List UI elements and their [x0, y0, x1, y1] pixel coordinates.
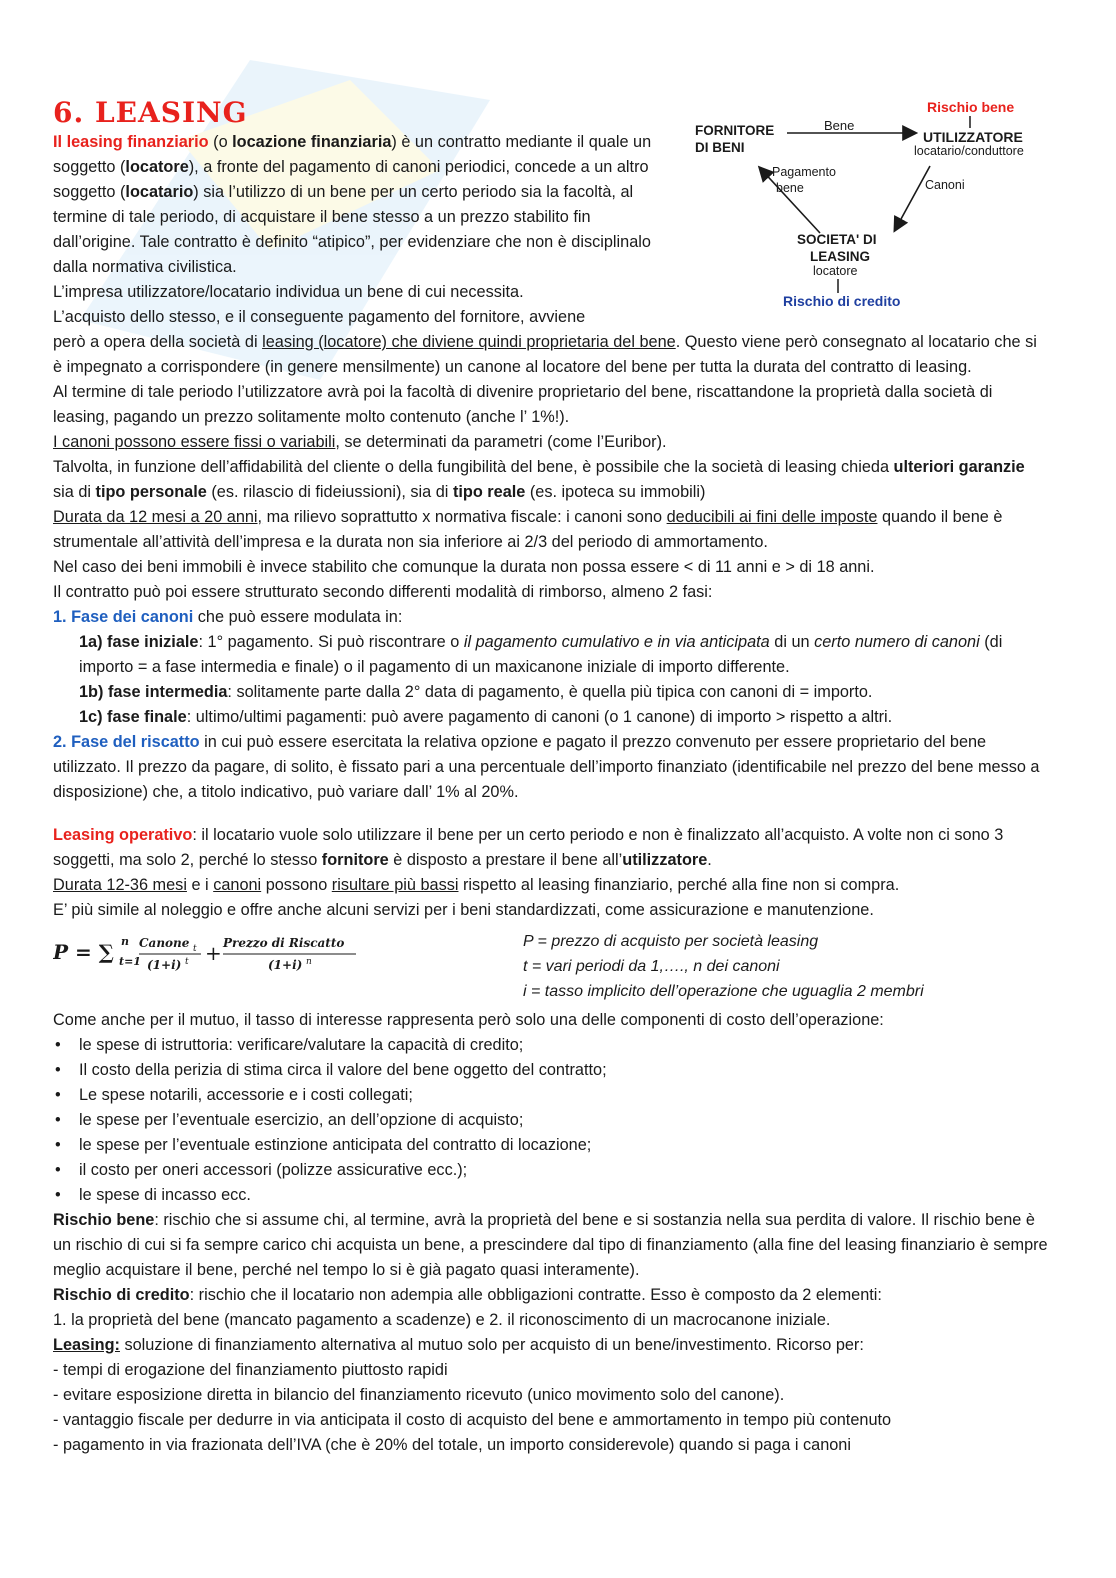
- phase-1-heading: 1. Fase dei canoni che può essere modulata in:: [53, 608, 403, 626]
- company-sub-label: locatore: [813, 264, 858, 278]
- formula-def-p: P = prezzo di acquisto per società leasing: [523, 933, 819, 950]
- formula-block: [53, 929, 1048, 1004]
- intro-paragraph-3: L’acquisto dello stesso, e il conseguente pagamento del fornitore, avviene: [53, 308, 586, 326]
- reason-item: - evitare esposizione diretta in bilancio del finanziamento ricevuto (unico movimento solo del canone).: [53, 1386, 785, 1404]
- svg-text:n: n: [121, 935, 129, 948]
- page-title: 6. LEASING: [53, 96, 248, 129]
- risk-credit-label: Rischio di credito: [783, 293, 901, 309]
- svg-text:+: +: [205, 941, 222, 965]
- arrow-goods-label: Bene: [824, 118, 855, 133]
- arrow-fees-label: Canoni: [925, 178, 965, 192]
- list-item: • Le spese notarili, accessorie e i costi collegati;: [79, 1083, 1048, 1108]
- body-paragraph-7: Talvolta, in funzione dell’affidabilità del cliente o della fungibilità del bene, è possibile che la società di leasing chieda ulteriori garanzie sia di tipo personale (es. rilascio di fideiussioni), sia di tipo reale (es. ipoteca su immobili): [53, 458, 1025, 501]
- svg-text:(1+i): (1+i): [268, 958, 303, 972]
- operating-services-paragraph: E’ più simile al noleggio e offre anche alcuni servizi per i beni standardizzati, come assicurazione e manutenzione.: [53, 901, 874, 919]
- company-label-2: LEASING: [810, 249, 871, 264]
- formula-definitions: [523, 929, 924, 1004]
- phase-1a: 1a) fase iniziale: 1° pagamento. Si può riscontrare o il pagamento cumulativo e in via anticipata di un certo numero di canoni (di importo = a fase intermedia e finale) o il pagamento di un maxicanone iniziale di importo differente.: [79, 633, 1003, 676]
- supplier-label: FORNITORE: [695, 123, 775, 138]
- body-paragraph-5: Al termine di tale periodo l’utilizzatore avrà poi la facoltà di divenire proprietario del bene, riscattandone la proprietà dalla società di leasing, pagando un prezzo solitamente molto contenuto (anche l’ 1%!).: [53, 383, 993, 426]
- list-item: • il costo per oneri accessori (polizze assicurative ecc.);: [79, 1158, 1048, 1183]
- arrow-payment-label: Pagamento: [772, 165, 836, 179]
- reason-item: - pagamento in via frazionata dell’IVA (che è 20% del totale, un importo considerevole) quando si paga i canoni: [53, 1436, 851, 1454]
- risk-credit-paragraph: Rischio di credito: rischio che il locatario non adempia alle obbligazioni contratte. Esso è composto da 2 elementi:: [53, 1286, 882, 1304]
- costs-list: [53, 1033, 1048, 1208]
- list-item: • le spese di incasso ecc.: [79, 1183, 1048, 1208]
- user-label: UTILIZZATORE: [923, 129, 1023, 145]
- risk-goods-label: Rischio bene: [927, 99, 1015, 115]
- phase-1c: 1c) fase finale: ultimo/ultimi pagamenti: può avere pagamento di canoni (o 1 canone) di importo > rispetto a altri.: [79, 708, 893, 726]
- operating-leasing-paragraph: Leasing operativo: il locatario vuole solo utilizzare il bene per un certo periodo e non è finalizzato all’acquisto. A volte non ci sono 3 soggetti, ma solo 2, perché lo stesso fornitore è disposto a prestare il bene all’utilizzatore.: [53, 826, 1004, 869]
- body-paragraph-8: Durata da 12 mesi a 20 anni, ma rilievo soprattutto x normativa fiscale: i canoni sono deducibili ai fini delle imposte quando il bene è strumentale all’attività dell’impresa e la durata non sia inferiore ai 2/3 del periodo di ammortamento.: [53, 508, 1003, 551]
- list-item: • Il costo della perizia di stima circa il valore del bene oggetto del contratto;: [79, 1058, 1048, 1083]
- formula-def-t: t = vari periodi da 1,…., n dei canoni: [523, 958, 780, 975]
- svg-text:Prezzo di Riscatto: Prezzo di Riscatto: [223, 936, 345, 950]
- arrow-payment-label-2: bene: [776, 181, 804, 195]
- supplier-label-2: DI BENI: [695, 140, 745, 155]
- intro-paragraph: Il leasing finanziario (o locazione finanziaria) è un contratto mediante il quale un soggetto (locatore), a fronte del pagamento di canoni periodici, concede a un altro soggetto (locatario) sia l’utilizzo di un bene per un certo periodo sia la facoltà, al termine di tale periodo, di acquistare il bene stesso a un prezzo stabilito fin dall’origine. Tale contratto è definito “atipico”, per evidenziare che non è disciplinalo dalla normativa civilistica.: [53, 133, 652, 276]
- phase-1b: 1b) fase intermedia: solitamente parte dalla 2° data di pagamento, è quella più tipica con canoni di = importo.: [79, 683, 873, 701]
- svg-text:P = ∑: P = ∑: [53, 940, 114, 964]
- body-paragraph-9: Nel caso dei beni immobili è invece stabilito che comunque la durata non possa essere < di 11 anni e > di 18 anni.: [53, 558, 875, 576]
- svg-text:t: t: [185, 957, 189, 967]
- body-paragraph-6: I canoni possono essere fissi o variabili, se determinati da parametri (come l’Euribor).: [53, 433, 667, 451]
- list-item: • le spese di istruttoria: verificare/valutare la capacità di credito;: [79, 1033, 1048, 1058]
- body-paragraph-10: Il contratto può poi essere strutturato secondo differenti modalità di rimborso, almeno 2 fasi:: [53, 583, 713, 601]
- formula-def-i: i = tasso implicito dell’operazione che uguaglia 2 membri: [523, 983, 924, 1000]
- costs-intro: Come anche per il mutuo, il tasso di interesse rappresenta però solo una delle componenti di costo dell’operazione:: [53, 1011, 884, 1029]
- leasing-summary: Leasing: soluzione di finanziamento alternativa al mutuo solo per acquisto di un bene/investimento. Ricorso per:: [53, 1336, 864, 1354]
- reason-item: - tempi di erogazione del finanziamento piuttosto rapidi: [53, 1361, 448, 1379]
- list-item: • le spese per l’eventuale esercizio, an dell’opzione di acquisto;: [79, 1108, 1048, 1133]
- company-label: SOCIETA' DI: [797, 232, 877, 247]
- risk-goods-paragraph: Rischio bene: rischio che si assume chi, al termine, avrà la proprietà del bene e si sostanzia nella sua perdita di valore. Il rischio bene è un rischio di cui si fa sempre carico chi acquista un bene, a prescindere dal tipo di finanziamento (alla fine del leasing finanziario è sempre meglio acquistare il bene, perché nel tempo lo si è già pagato quasi interamente).: [53, 1211, 1048, 1279]
- body-paragraph-4: però a opera della società di leasing (locatore) che diviene quindi proprietaria del bene. Questo viene però consegnato al locatario che si è impegnato a corrispondere (in genere mensilmente) un canone al locatore del bene per tutta la durata del contratto di leasing.: [53, 333, 1037, 376]
- risk-credit-elements: 1. la proprietà del bene (mancato pagamento a scadenze) e 2. il riconoscimento di un macrocanone iniziale.: [53, 1311, 831, 1329]
- svg-text:n: n: [306, 957, 312, 967]
- user-sub-label: locatario/conduttore: [914, 144, 1024, 158]
- list-item: • le spese per l’eventuale estinzione anticipata del contratto di locazione;: [79, 1133, 1048, 1158]
- intro-paragraph-2: L’impresa utilizzatore/locatario individua un bene di cui necessita.: [53, 283, 524, 301]
- formula-svg: [53, 929, 373, 979]
- svg-text:(1+i): (1+i): [147, 958, 182, 972]
- operating-duration-paragraph: Durata 12-36 mesi e i canoni possono risultare più bassi rispetto al leasing finanziario, perché alla fine non si compra.: [53, 876, 900, 894]
- svg-text:Canone: Canone: [139, 936, 190, 950]
- pricing-formula: [53, 929, 523, 986]
- reason-item: - vantaggio fiscale per dedurre in via anticipata il costo di acquisto del bene e ammortamento in tempo più contenuto: [53, 1411, 892, 1429]
- document-page: [53, 96, 1048, 1458]
- phase-2: 2. Fase del riscatto in cui può essere esercitata la relativa opzione e pagato il prezzo convenuto per essere proprietario del bene utilizzato. Il prezzo da pagare, di solito, è fissato pari a una percentuale dell’importo finanziato (identificabile nel prezzo del bene messo a disposizione) che, a titolo indicativo, può variare dall’ 1% al 20%.: [53, 733, 1040, 801]
- svg-text:t: t: [193, 944, 197, 954]
- svg-text:t=1: t=1: [119, 955, 141, 968]
